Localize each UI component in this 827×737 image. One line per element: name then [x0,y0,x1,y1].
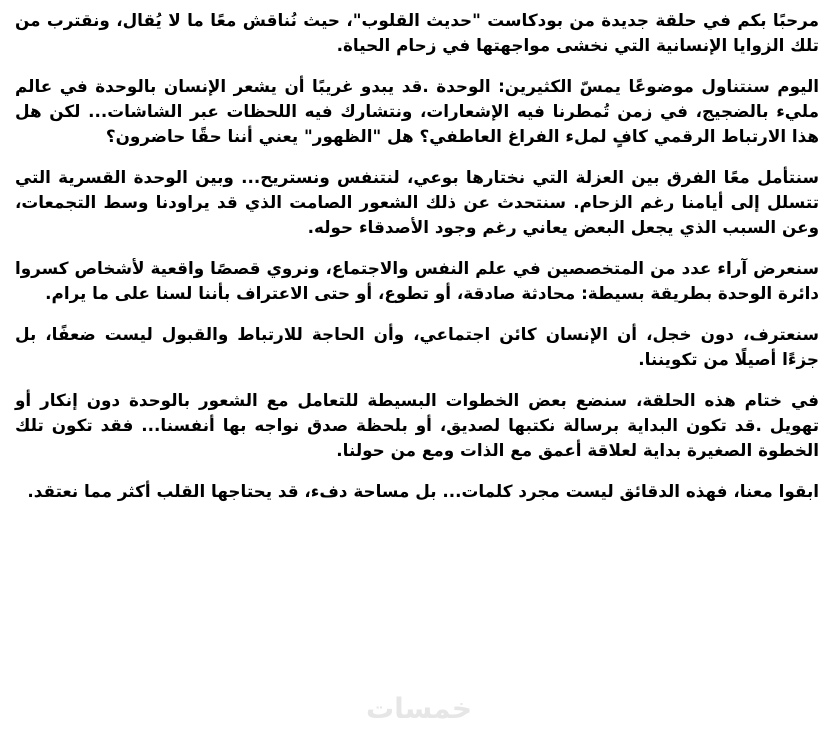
paragraph-topic: اليوم سنتناول موضوعًا يمسّ الكثيرين: الوحدة .قد يبدو غريبًا أن يشعر الإنسان بالوحدة في عالم مليء بالضجيج، في زمن تُمطرنا فيه الإشعارات، ونتشارك فيه اللحظات عبر الشاشات... لكن هل هذا الارتباط الرقمي كافٍ لملء الفراغ العاطفي؟ هل "الظهور" يعني أننا حقًا حاضرون؟ [15,76,819,146]
paragraph-outro: ابقوا معنا، فهذه الدقائق ليست مجرد كلمات... بل مساحة دفء، قد يحتاجها القلب أكثر مما نعتقد. [27,481,819,501]
document-body [15,8,819,520]
khamsat-watermark: خمسات [366,692,473,725]
paragraph-confession: سنعترف، دون خجل، أن الإنسان كائن اجتماعي، وأن الحاجة للارتباط والقبول ليست ضعفًا، بل جزءًا أصيلًا من تكويننا. [15,324,819,369]
paragraph-closing-steps: في ختام هذه الحلقة، سنضع بعض الخطوات البسيطة للتعامل مع الشعور بالوحدة دون إنكار أو تهويل .قد تكون البداية برسالة نكتبها لصديق، أو بلحظة صدق نواجه بها أنفسنا... فقد تكون تلك الخطوة الصغيرة بداية لعلاقة أعمق مع الذات ومع من حولنا. [15,390,819,460]
paragraph-intro: مرحبًا بكم في حلقة جديدة من بودكاست "حديث القلوب"، حيث نُناقش معًا ما لا يُقال، ونقترب من تلك الزوايا الإنسانية التي نخشى مواجهتها في زحام الحياة. [15,10,819,55]
paragraph-experts: سنعرض آراء عدد من المتخصصين في علم النفس والاجتماع، ونروي قصصًا واقعية لأشخاص كسروا دائرة الوحدة بطريقة بسيطة: محادثة صادقة، أو تطوع، أو حتى الاعتراف بأننا لسنا على ما يرام. [15,258,819,303]
paragraph-solitude-vs-loneliness: سنتأمل معًا الفرق بين العزلة التي نختارها بوعي، لنتنفس ونستريح... وبين الوحدة القسرية التي تتسلل إلى أيامنا رغم الزحام. سنتحدث عن ذلك الشعور الصامت الذي قد يراودنا وسط التجمعات، وعن السبب الذي يجعل البعض يعاني رغم وجود الأصدقاء حوله. [15,167,819,237]
